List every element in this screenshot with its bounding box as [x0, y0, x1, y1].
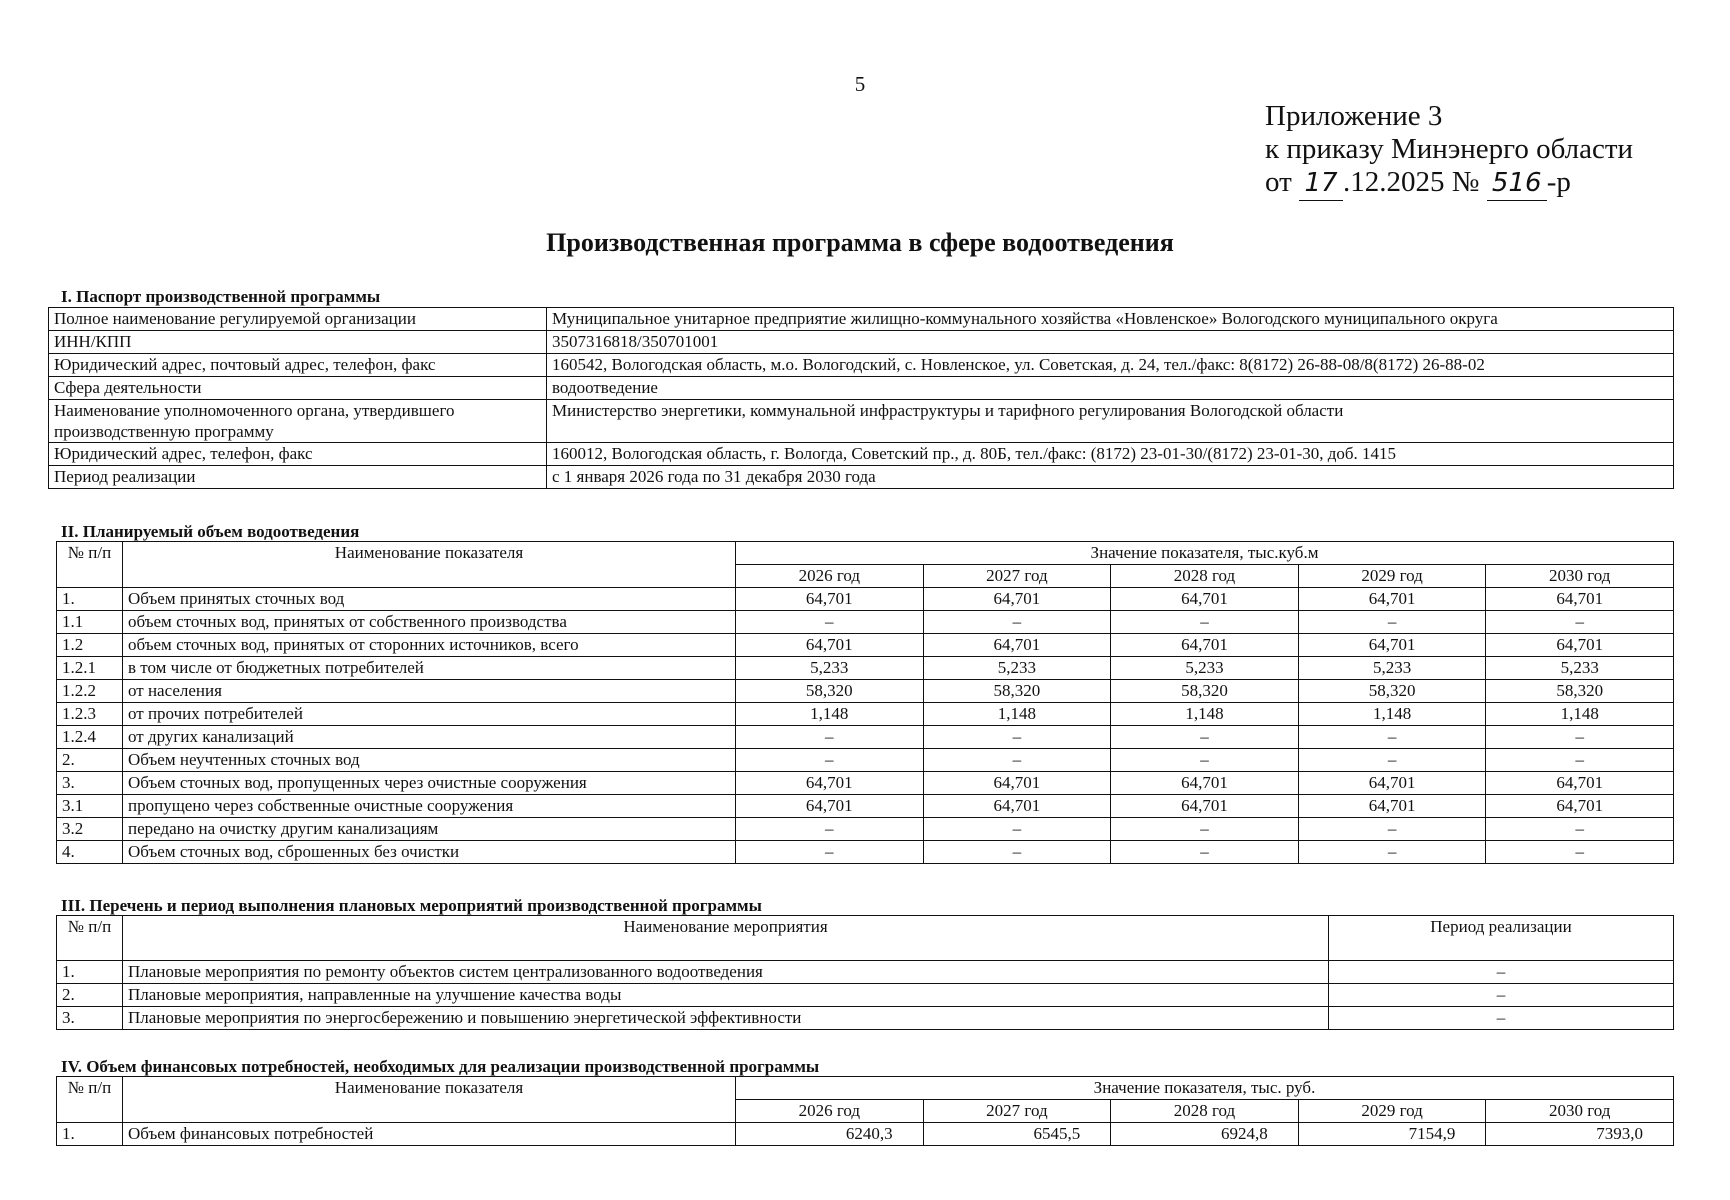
row-value: 1,148 — [923, 703, 1111, 726]
passport-label: Период реализации — [49, 466, 547, 489]
year-header: 2030 год — [1486, 1100, 1674, 1123]
row-name: от прочих потребителей — [123, 703, 736, 726]
row-value: 64,701 — [736, 795, 924, 818]
row-number: 1.2 — [57, 634, 123, 657]
row-value: 64,701 — [1486, 795, 1674, 818]
row-value: – — [1486, 726, 1674, 749]
date-prefix: от — [1265, 166, 1292, 198]
row-value: – — [1111, 818, 1299, 841]
handwritten-order-number: 516 — [1487, 167, 1547, 201]
section-3-heading: III. Перечень и период выполнения плановых мероприятий производственной программы — [61, 896, 762, 915]
passport-value: 3507316818/350701001 — [547, 331, 1674, 354]
events-table — [56, 915, 1674, 1030]
row-value: – — [1486, 611, 1674, 634]
row-value: – — [736, 611, 924, 634]
table-row — [57, 1123, 1674, 1146]
row-value: – — [1298, 841, 1486, 864]
table-row — [57, 818, 1674, 841]
row-name: Объем сточных вод, сброшенных без очистки — [123, 841, 736, 864]
passport-row — [49, 354, 1674, 377]
row-value: – — [1111, 749, 1299, 772]
row-value: 64,701 — [923, 588, 1111, 611]
row-value: 58,320 — [1298, 680, 1486, 703]
row-value: – — [1298, 749, 1486, 772]
col-header-period: Период реализации — [1329, 916, 1674, 961]
event-name: Плановые мероприятия по ремонту объектов систем централизованного водоотведения — [123, 961, 1329, 984]
passport-value: водоотведение — [547, 377, 1674, 400]
row-number: 1. — [57, 961, 123, 984]
passport-label: Юридический адрес, телефон, факс — [49, 443, 547, 466]
row-value: 64,701 — [1111, 795, 1299, 818]
table-row — [57, 795, 1674, 818]
row-name: от других канализаций — [123, 726, 736, 749]
row-name: от населения — [123, 680, 736, 703]
year-header: 2028 год — [1111, 565, 1299, 588]
passport-row — [49, 443, 1674, 466]
row-number: 3.2 — [57, 818, 123, 841]
row-value: – — [923, 749, 1111, 772]
col-header-name: Наименование показателя — [123, 542, 736, 588]
row-number: 3. — [57, 1007, 123, 1030]
row-value: – — [736, 841, 924, 864]
row-value: – — [923, 841, 1111, 864]
row-value: – — [923, 818, 1111, 841]
table-row — [57, 657, 1674, 680]
row-value: – — [1111, 841, 1299, 864]
table-row — [57, 841, 1674, 864]
col-header-no: № п/п — [57, 916, 123, 961]
row-value: 64,701 — [1111, 588, 1299, 611]
row-value: 64,701 — [736, 634, 924, 657]
passport-label: ИНН/КПП — [49, 331, 547, 354]
row-value: 5,233 — [923, 657, 1111, 680]
row-value: 58,320 — [1111, 680, 1299, 703]
document-title: Производственная программа в сфере водоотведения — [546, 228, 1174, 257]
row-number: 2. — [57, 749, 123, 772]
row-value: 64,701 — [1298, 772, 1486, 795]
section-2-heading: II. Планируемый объем водоотведения — [61, 522, 360, 541]
row-number: 2. — [57, 984, 123, 1007]
table-row — [57, 588, 1674, 611]
table-row — [57, 772, 1674, 795]
row-number: 3.1 — [57, 795, 123, 818]
passport-row — [49, 331, 1674, 354]
event-period: – — [1329, 1007, 1674, 1030]
passport-label: Полное наименование регулируемой организации — [49, 308, 547, 331]
year-header: 2029 год — [1298, 1100, 1486, 1123]
row-value: 1,148 — [1486, 703, 1674, 726]
table-row — [57, 703, 1674, 726]
appendix-line1: Приложение 3 — [1265, 100, 1443, 132]
row-value: 58,320 — [736, 680, 924, 703]
year-header: 2028 год — [1111, 1100, 1299, 1123]
appendix-date-line — [1265, 166, 1633, 201]
handwritten-day: 17 — [1299, 167, 1343, 201]
row-number: 1.2.4 — [57, 726, 123, 749]
year-header: 2026 год — [736, 565, 924, 588]
year-header: 2027 год — [923, 565, 1111, 588]
col-header-event-name: Наименование мероприятия — [123, 916, 1329, 961]
row-value: 64,701 — [1298, 588, 1486, 611]
event-name: Плановые мероприятия, направленные на улучшение качества воды — [123, 984, 1329, 1007]
passport-label: Юридический адрес, почтовый адрес, телефон, факс — [49, 354, 547, 377]
year-header: 2030 год — [1486, 565, 1674, 588]
volume-table — [56, 541, 1674, 864]
row-number: 1. — [57, 1123, 123, 1146]
row-value: 6240,3 — [736, 1123, 924, 1146]
table-row — [57, 611, 1674, 634]
row-number: 1.2.2 — [57, 680, 123, 703]
table-row — [57, 726, 1674, 749]
year-header: 2026 год — [736, 1100, 924, 1123]
event-period: – — [1329, 984, 1674, 1007]
row-value: 7154,9 — [1298, 1123, 1486, 1146]
row-name: Объем сточных вод, пропущенных через очистные сооружения — [123, 772, 736, 795]
event-name: Плановые мероприятия по энергосбережению и повышению энергетической эффективности — [123, 1007, 1329, 1030]
row-value: 64,701 — [923, 795, 1111, 818]
row-value: – — [1298, 726, 1486, 749]
row-name: пропущено через собственные очистные сооружения — [123, 795, 736, 818]
finance-table — [56, 1076, 1674, 1146]
row-number: 1.2.1 — [57, 657, 123, 680]
row-value: – — [1486, 818, 1674, 841]
passport-label: Сфера деятельности — [49, 377, 547, 400]
row-name: объем сточных вод, принятых от собственного производства — [123, 611, 736, 634]
row-value: 5,233 — [1298, 657, 1486, 680]
row-value: 7393,0 — [1486, 1123, 1674, 1146]
event-period: – — [1329, 961, 1674, 984]
row-number: 1.2.3 — [57, 703, 123, 726]
col-header-value: Значение показателя, тыс.куб.м — [736, 542, 1674, 565]
passport-value: 160542, Вологодская область, м.о. Вологодский, с. Новленское, ул. Советская, д. 24, тел./факс: 8(8172) 26-88-08/8(8172) 26-88-02 — [547, 354, 1674, 377]
row-value: 64,701 — [1111, 634, 1299, 657]
passport-value: Муниципальное унитарное предприятие жилищно-коммунального хозяйства «Новленское» Вологодского муниципального округа — [547, 308, 1674, 331]
page-number: 5 — [854, 72, 866, 96]
row-value: 64,701 — [1298, 634, 1486, 657]
passport-label: Наименование уполномоченного органа, утвердившего производственную программу — [49, 400, 547, 443]
row-value: 58,320 — [923, 680, 1111, 703]
passport-value: с 1 января 2026 года по 31 декабря 2030 года — [547, 466, 1674, 489]
row-value: – — [736, 818, 924, 841]
row-value: 1,148 — [1111, 703, 1299, 726]
row-value: 64,701 — [923, 634, 1111, 657]
table-row — [57, 1007, 1674, 1030]
table-row — [57, 680, 1674, 703]
appendix-header — [1265, 100, 1633, 201]
row-value: 5,233 — [1486, 657, 1674, 680]
row-value: – — [1298, 818, 1486, 841]
row-value: 1,148 — [1298, 703, 1486, 726]
passport-row — [49, 400, 1674, 443]
row-name: Объем финансовых потребностей — [123, 1123, 736, 1146]
row-value: 64,701 — [1111, 772, 1299, 795]
row-value: 64,701 — [1298, 795, 1486, 818]
row-number: 4. — [57, 841, 123, 864]
col-header-value: Значение показателя, тыс. руб. — [736, 1077, 1674, 1100]
table-row — [57, 961, 1674, 984]
row-value: 64,701 — [1486, 772, 1674, 795]
row-value: – — [1298, 611, 1486, 634]
row-name: Объем неучтенных сточных вод — [123, 749, 736, 772]
row-value: – — [736, 749, 924, 772]
row-value: – — [1111, 611, 1299, 634]
row-value: – — [1486, 749, 1674, 772]
row-name: в том числе от бюджетных потребителей — [123, 657, 736, 680]
row-number: 1. — [57, 588, 123, 611]
col-header-name: Наименование показателя — [123, 1077, 736, 1123]
col-header-no: № п/п — [57, 1077, 123, 1123]
row-value: – — [1486, 841, 1674, 864]
row-value: – — [923, 726, 1111, 749]
row-value: 6924,8 — [1111, 1123, 1299, 1146]
section-4-heading: IV. Объем финансовых потребностей, необходимых для реализации производственной программы — [61, 1057, 820, 1076]
passport-value: 160012, Вологодская область, г. Вологда, Советский пр., д. 80Б, тел./факс: (8172) 23-01-30/(8172) 23-01-30, доб. 1415 — [547, 443, 1674, 466]
section-1-heading: I. Паспорт производственной программы — [61, 287, 381, 306]
row-value: – — [923, 611, 1111, 634]
row-value: 5,233 — [1111, 657, 1299, 680]
table-row — [57, 984, 1674, 1007]
year-header: 2027 год — [923, 1100, 1111, 1123]
date-rest: .12.2025 № — [1343, 166, 1480, 198]
row-name: объем сточных вод, принятых от сторонних источников, всего — [123, 634, 736, 657]
row-value: – — [1111, 726, 1299, 749]
col-header-no: № п/п — [57, 542, 123, 588]
order-suffix: -р — [1546, 166, 1571, 198]
row-value: 6545,5 — [923, 1123, 1111, 1146]
row-value: 58,320 — [1486, 680, 1674, 703]
row-value: 1,148 — [736, 703, 924, 726]
year-header: 2029 год — [1298, 565, 1486, 588]
row-number: 1.1 — [57, 611, 123, 634]
passport-table — [48, 307, 1674, 489]
row-value: 64,701 — [923, 772, 1111, 795]
appendix-line2: к приказу Минэнерго области — [1265, 133, 1634, 165]
row-value: 64,701 — [736, 772, 924, 795]
row-number: 3. — [57, 772, 123, 795]
row-value: 5,233 — [736, 657, 924, 680]
passport-row — [49, 377, 1674, 400]
row-value: 64,701 — [736, 588, 924, 611]
table-row — [57, 749, 1674, 772]
row-value: 64,701 — [1486, 588, 1674, 611]
row-value: – — [736, 726, 924, 749]
row-name: передано на очистку другим канализациям — [123, 818, 736, 841]
row-value: 64,701 — [1486, 634, 1674, 657]
passport-row — [49, 308, 1674, 331]
table-row — [57, 634, 1674, 657]
passport-value: Министерство энергетики, коммунальной инфраструктуры и тарифного регулирования Вологодской области — [547, 400, 1674, 443]
passport-row — [49, 466, 1674, 489]
row-name: Объем принятых сточных вод — [123, 588, 736, 611]
